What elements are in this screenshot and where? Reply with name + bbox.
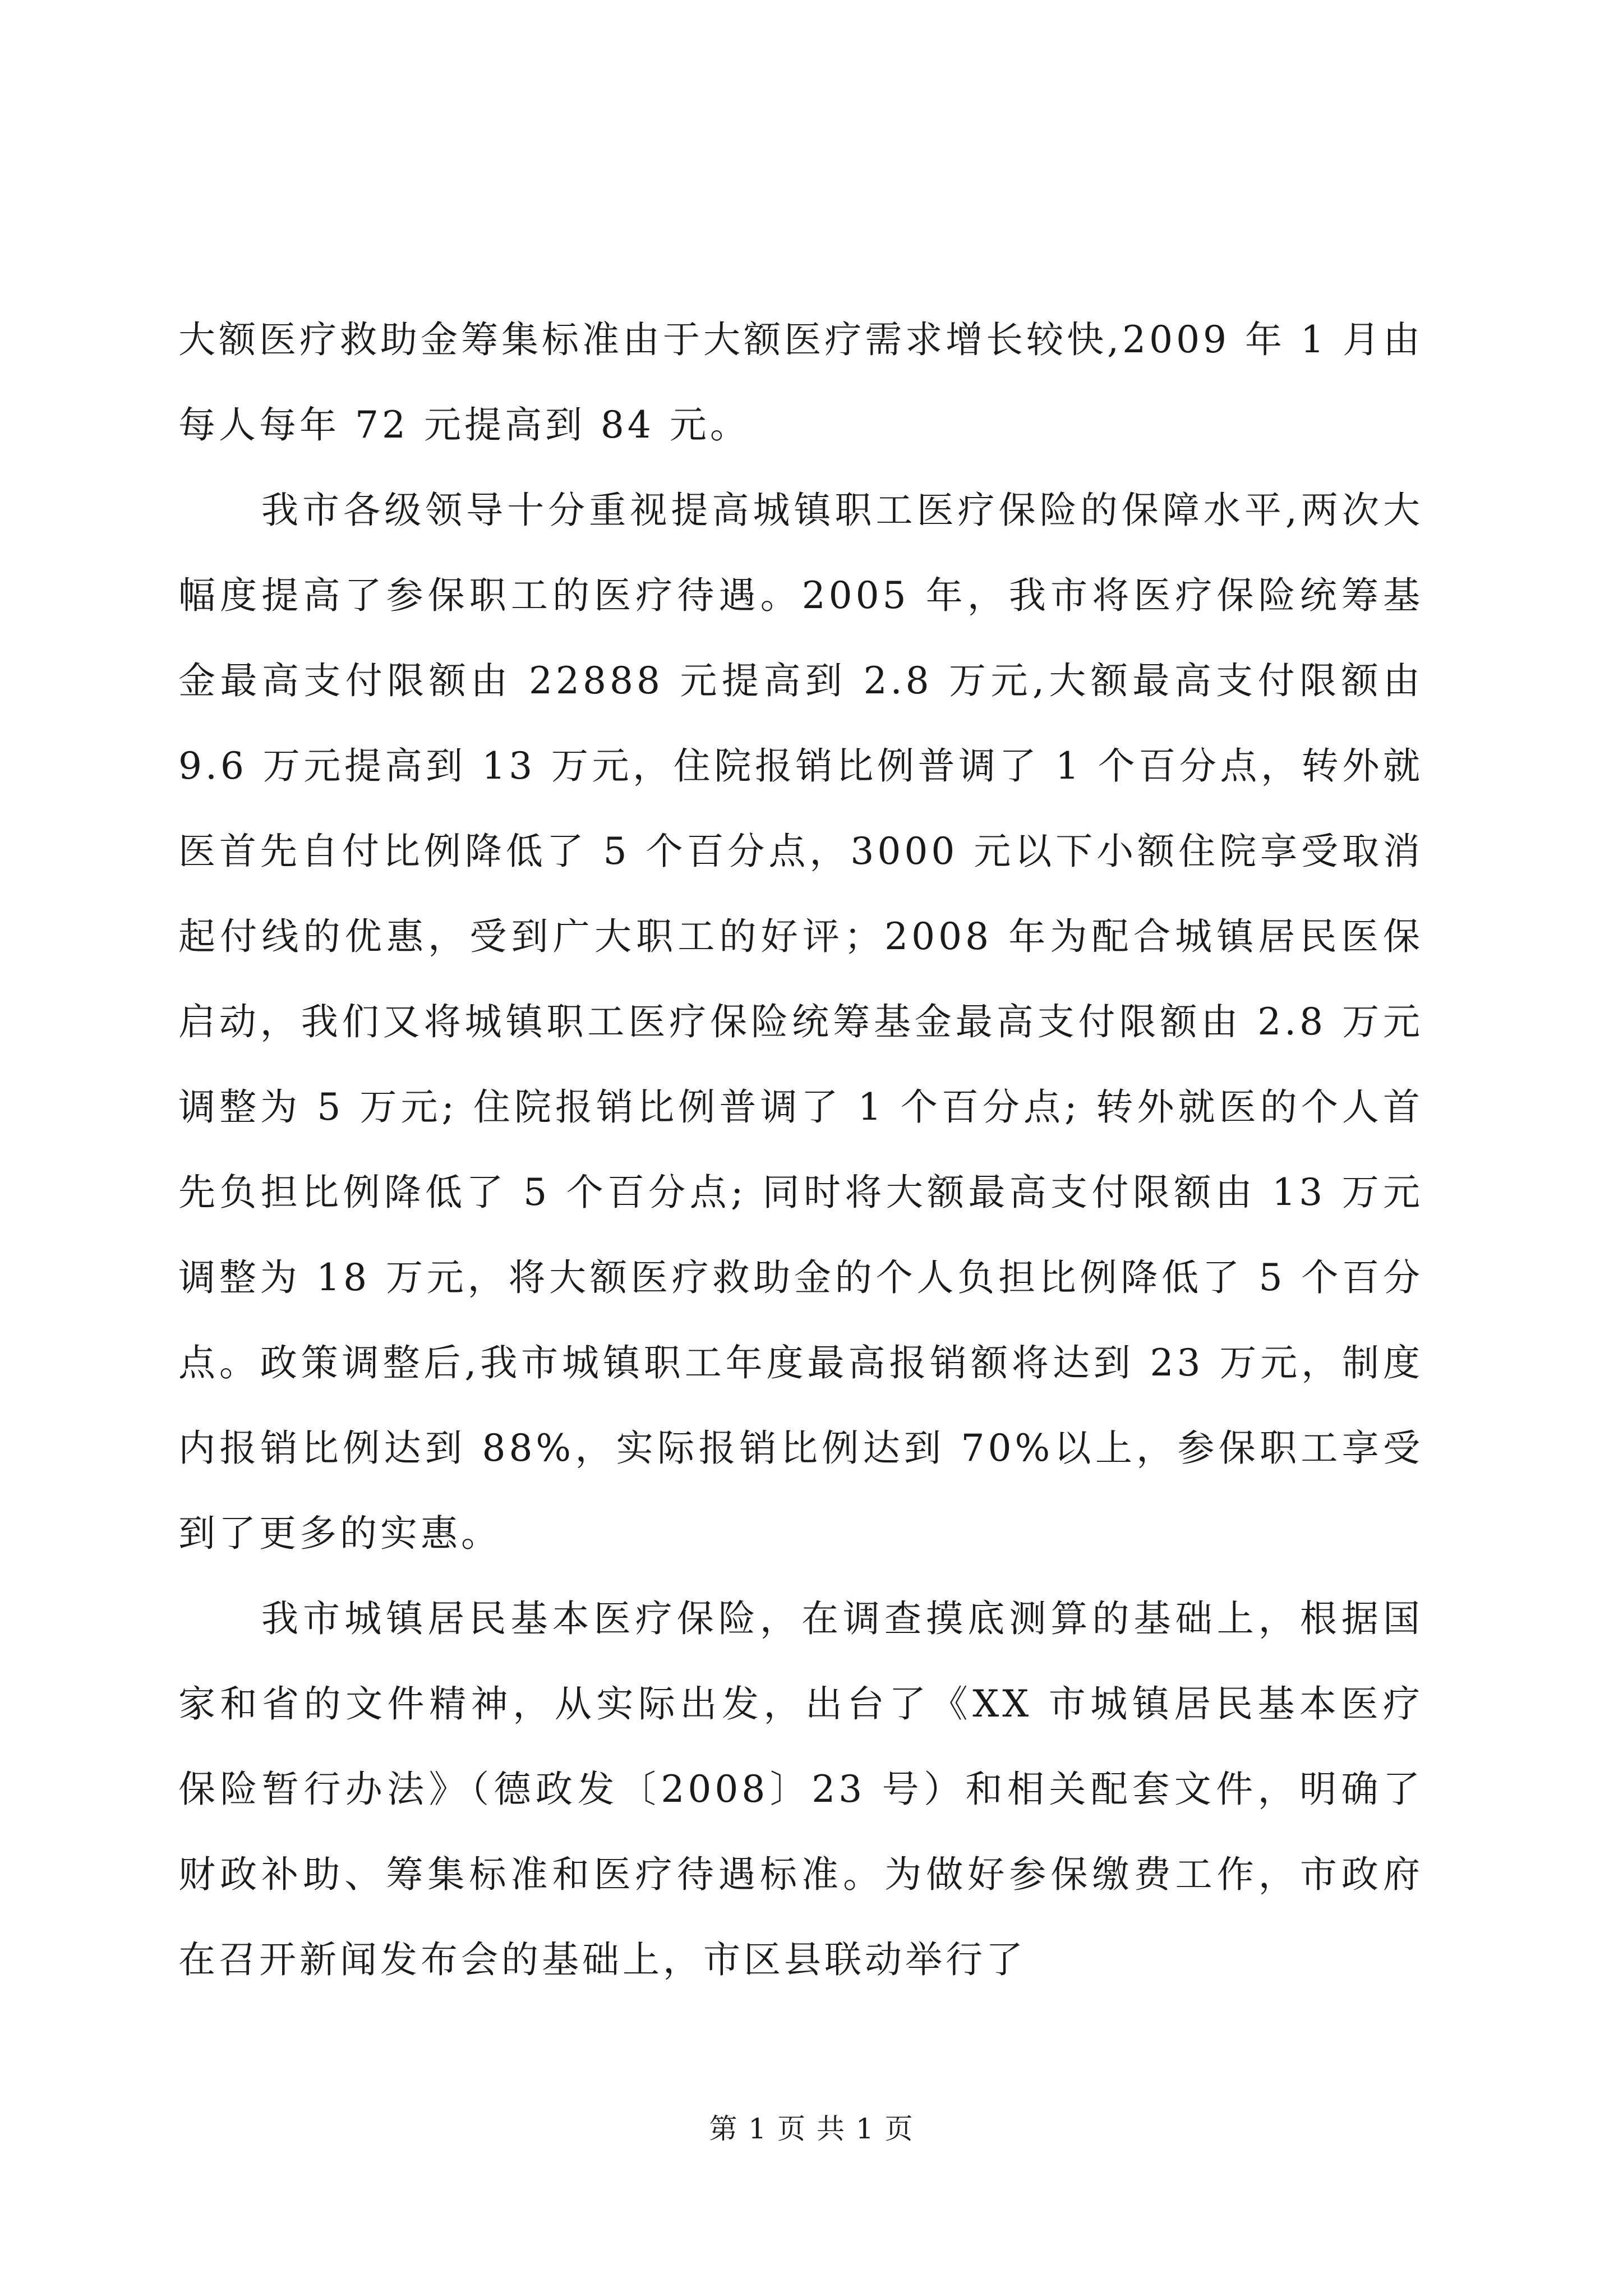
paragraph-medical-benefits: 我市各级领导十分重视提高城镇职工医疗保险的保障水平,两次大幅度提高了参保职工的医疗待遇。2005 年，我市将医疗保险统筹基金最高支付限额由 22888 元提高到 2.8 万元,大额最高支付限额由 9.6 万元提高到 13 万元，住院报销比例普调了 1 个百分点，转外就医首先自付比例降低了 5 个百分点，3000 元以下小额住院享受取消起付线的优惠，受到广大职工的好评；2008 年为配合城镇居民医保启动，我们又将城镇职工医疗保险统筹基金最高支付限额由 2.8 万元调整为 5 万元; 住院报销比例普调了 1 个百分点; 转外就医的个人首先负担比例降低了 5 个百分点; 同时将大额最高支付限额由 13 万元调整为 18 万元，将大额医疗救助金的个人负担比例降低了 5 个百分点。政策调整后,我市城镇职工年度最高报销额将达到 23 万元，制度内报销比例达到 88%，实际报销比例达到 70%以上，参保职工享受到了更多的实惠。: [178, 489, 1423, 1555]
paragraph-resident-insurance: 我市城镇居民基本医疗保险，在调查摸底测算的基础上，根据国家和省的文件精神，从实际出发，出台了《XX 市城镇居民基本医疗保险暂行办法》（德政发〔2008〕23 号）和相关配套文件，明确了财政补助、筹集标准和医疗待遇标准。为做好参保缴费工作，市政府在召开新闻发布会的基础上，市区县联动举行了: [178, 1597, 1423, 1981]
body-text: [178, 297, 1423, 2003]
paragraph-continuation: 大额医疗救助金筹集标准由于大额医疗需求增长较快,2009 年 1 月由每人每年 72 元提高到 84 元。: [178, 318, 1423, 447]
page-footer: 第 1 页 共 1 页: [709, 2113, 914, 2145]
